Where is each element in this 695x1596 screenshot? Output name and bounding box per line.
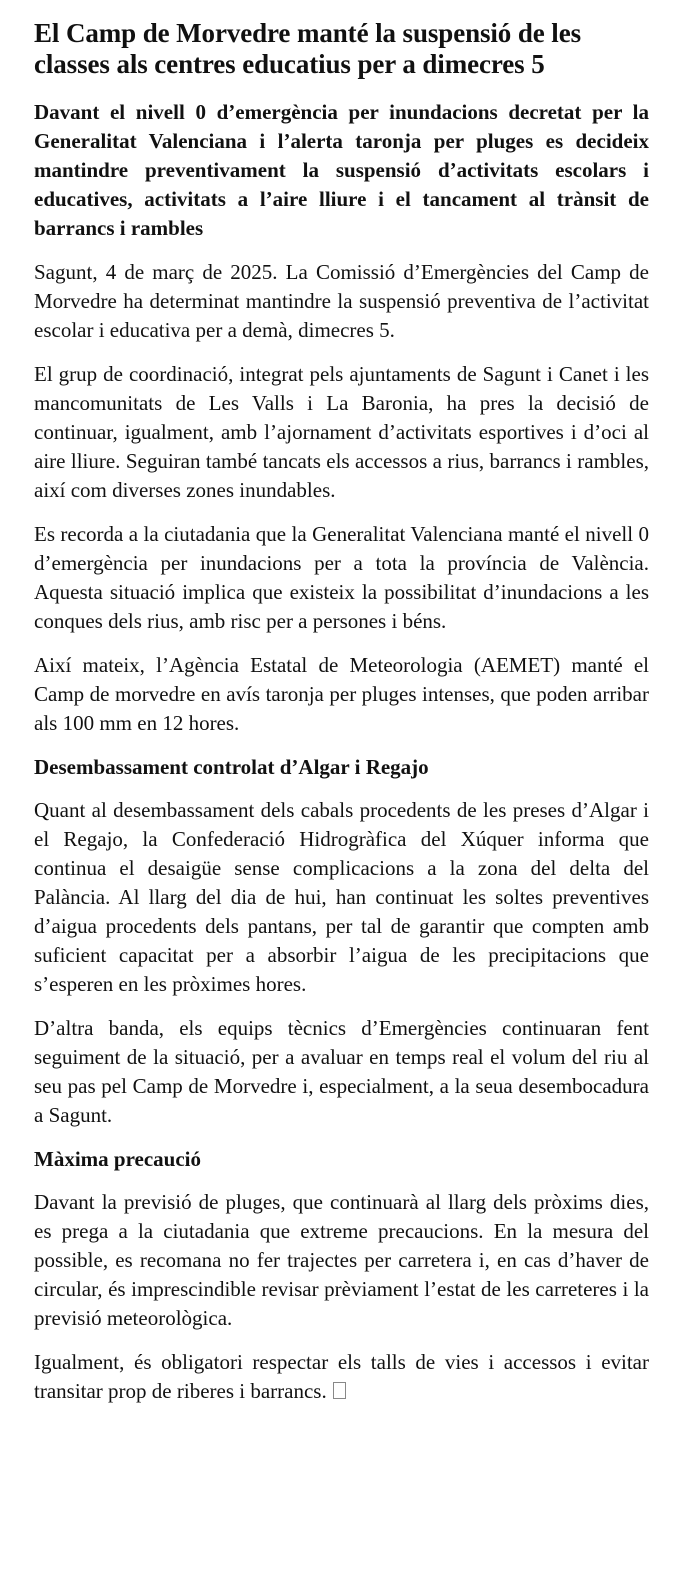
paragraph-rain-forecast: Davant la previsió de pluges, que continuarà al llarg dels pròxims dies, es prega a la ciutadania que extreme precaucions. En la mesura del possible, es recomana no fer trajectes per carretera i, en cas d’haver de circular, és imprescindible revisar prèviament l’estat de les carreteres i la previsió meteorològica. [34,1190,649,1330]
paragraph-emergency-level: Es recorda a la ciutadania que la Generalitat Valenciana manté el nivell 0 d’emergència per inundacions per a tota la província de València. Aquesta situació implica que existeix la possibilitat d’inundacions a les conques dels rius, amb risc per a persones i béns. [34,522,649,633]
section-heading-precaucio: Màxima precaució [34,1147,201,1171]
end-of-article-box-icon [333,1382,346,1399]
article-lead: Davant el nivell 0 d’emergència per inundacions decretat per la Generalitat Valenciana i l’alerta taronja per pluges es decideix mantindre preventivament la suspensió d’activitats escolars i educatives, activitats a l’aire lliure i el tancament al trànsit de barrancs i rambles [34,100,649,240]
paragraph-technical-monitoring: D’altra banda, els equips tècnics d’Emergències continuaran fent seguiment de la situació, per a avaluar en temps real el volum del riu al seu pas pel Camp de Morvedre i, especialment, a la seua desembocadura a Sagunt. [34,1016,649,1127]
section-heading-desembassament: Desembassament controlat d’Algar i Regajo [34,755,429,779]
final-warning-text: Igualment, és obligatori respectar els talls de vies i accessos i evitar transitar prop de riberes i barrancs. [34,1350,649,1403]
paragraph-reservoir-release: Quant al desembassament dels cabals procedents de les preses d’Algar i el Regajo, la Confederació Hidrogràfica del Xúquer informa que continua el desaigüe sense complicacions a la zona del delta del Palància. Al llarg del dia de hui, han continuat les soltes preventives d’aigua procedents dels pantans, per tal de garantir que compten amb suficient capacitat per a absorbir l’aigua de les precipitacions que s’esperen en les pròximes hores. [34,798,649,996]
paragraph-aemet-warning: Així mateix, l’Agència Estatal de Meteorologia (AEMET) manté el Camp de morvedre en avís taronja per pluges intenses, que poden arribar als 100 mm en 12 hores. [34,653,649,735]
paragraph-date-intro: Sagunt, 4 de març de 2025. La Comissió d’Emergències del Camp de Morvedre ha determinat mantindre la suspensió preventiva de l’activitat escolar i educativa per a demà, dimecres 5. [34,260,649,342]
article-headline: El Camp de Morvedre manté la suspensió de les classes als centres educatius per a dimecres 5 [34,18,581,79]
paragraph-coordination: El grup de coordinació, integrat pels ajuntaments de Sagunt i Canet i les mancomunitats de Les Valls i La Baronia, ha pres la decisió de continuar, igualment, amb l’ajornament d’activitats esportives i d’oci al aire lliure. Seguiran també tancats els accessos a rius, barrancs i rambles, així com diverses zones inundables. [34,362,649,502]
paragraph-final-warning [34,1348,649,1406]
